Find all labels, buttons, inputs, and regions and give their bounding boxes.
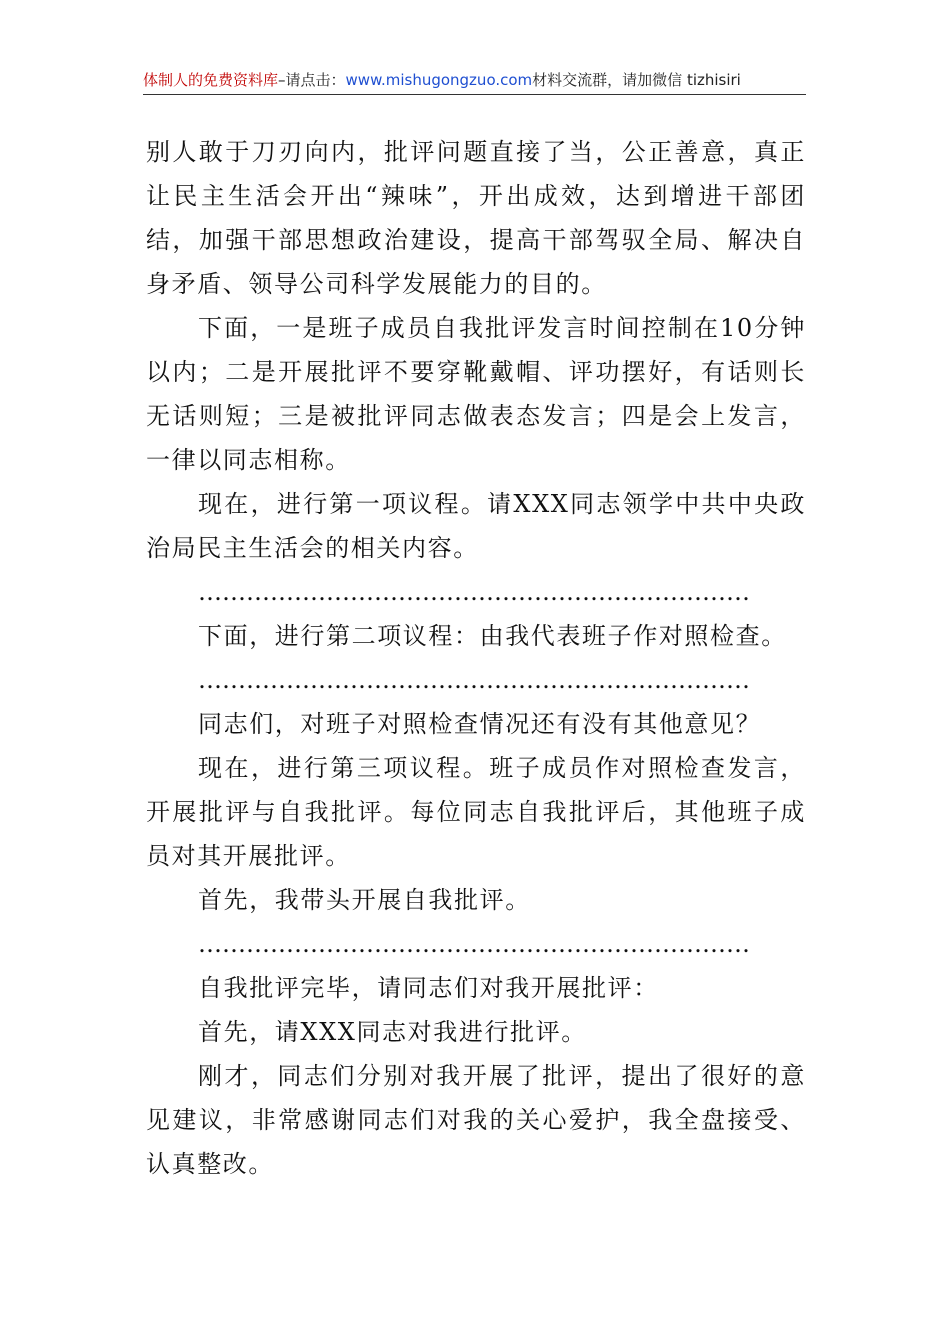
paragraph: 首先，我带头开展自我批评。: [198, 886, 531, 914]
header-prompt: –请点击：: [278, 71, 346, 89]
paragraph: 同志们，对班子对照检查情况还有没有其他意见？: [198, 710, 762, 738]
header-divider: [143, 94, 806, 95]
page-header: [143, 66, 806, 96]
ellipsis-separator: ……………………………………………………………: [198, 930, 750, 958]
header-link[interactable]: www.mishugongzuo.com: [345, 71, 533, 89]
ellipsis-separator: ……………………………………………………………: [198, 666, 750, 694]
paragraph: 现在，进行第三项议程。班子成员作对照检查发言，开展批评与自我批评。每位同志自我批评后，其他班子成员对其开展批评。: [146, 754, 806, 870]
document-body: [146, 130, 806, 1186]
paragraph: 自我批评完毕，请同志们对我开展批评：: [198, 974, 659, 1002]
header-brand: 体制人的免费资料库: [143, 71, 279, 89]
paragraph: 首先，请XXX同志对我进行批评。: [198, 1018, 587, 1046]
paragraph: 现在，进行第一项议程。请XXX同志领学中共中央政治局民主生活会的相关内容。: [146, 490, 806, 562]
paragraph: 别人敢于刀刃向内，批评问题直接了当，公正善意，真正让民主生活会开出“辣味”，开出成效，达到增进干部团结，加强干部思想政治建设，提高干部驾驭全局、解决自身矛盾、领导公司科学发展能力的目的。: [146, 138, 806, 298]
paragraph: 刚才，同志们分别对我开展了批评，提出了很好的意见建议，非常感谢同志们对我的关心爱护，我全盘接受、认真整改。: [146, 1062, 806, 1178]
paragraph: 下面，进行第二项议程：由我代表班子作对照检查。: [198, 622, 787, 650]
header-suffix: 材料交流群，请加微信 tizhisiri: [532, 71, 741, 89]
paragraph: 下面，一是班子成员自我批评发言时间控制在10分钟以内；二是开展批评不要穿靴戴帽、评功摆好，有话则长无话则短；三是被批评同志做表态发言；四是会上发言，一律以同志相称。: [146, 314, 806, 474]
ellipsis-separator: ……………………………………………………………: [198, 578, 750, 606]
